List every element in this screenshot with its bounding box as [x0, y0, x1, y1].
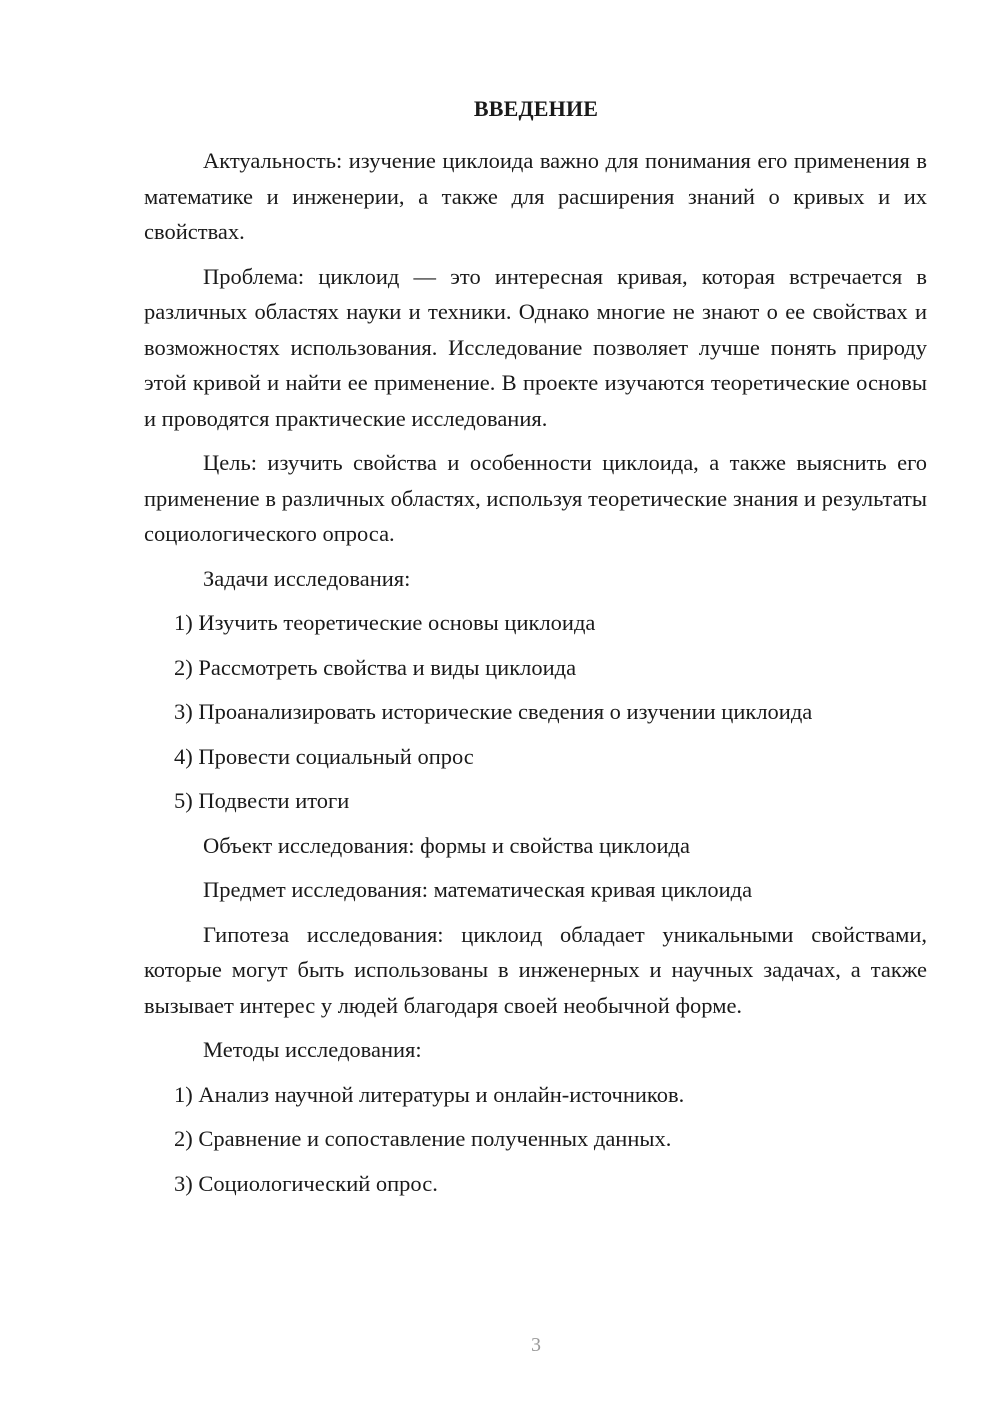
task-item: 1) Изучить теоретические основы циклоида	[174, 610, 596, 635]
task-item: 2) Рассмотреть свойства и виды циклоида	[174, 654, 577, 680]
page-title: ВВЕДЕНИЕ	[473, 96, 599, 121]
relevance-paragraph: Актуальность: изучение циклоида важно для понимания его применения в математике и инженерии, а также для расширения знаний о кривых и их свойствах.	[144, 148, 927, 244]
page-body	[144, 143, 927, 1210]
task-item: 4) Провести социальный опрос	[174, 743, 474, 769]
problem-paragraph: Проблема: циклоид — это интересная кривая, которая встречается в различных областях науки и техники. Однако многие не знают о ее свойствах и возможностях использования. Исследование позволяет лучше понять природу этой кривой и найти ее применение. В проекте изучаются теоретические основы и проводятся практические исследования.	[144, 263, 927, 431]
method-item: 3) Социологический опрос.	[174, 1170, 438, 1196]
research-subject: Предмет исследования: математическая кривая циклоида	[203, 877, 753, 902]
task-item: 3) Проанализировать исторические сведения о изучении циклоида	[174, 699, 813, 724]
method-item: 2) Сравнение и сопоставление полученных данных.	[174, 1126, 672, 1151]
hypothesis-paragraph: Гипотеза исследования: циклоид обладает уникальными свойствами, которые могут быть использованы в инженерных и научных задачах, а также вызывает интерес у людей благодаря своей необычной форме.	[144, 921, 927, 1018]
research-object: Объект исследования: формы и свойства циклоида	[203, 832, 690, 858]
tasks-heading: Задачи исследования:	[203, 565, 411, 591]
page-number: 3	[531, 1334, 541, 1356]
task-item: 5) Подвести итоги	[174, 788, 350, 813]
method-item: 1) Анализ научной литературы и онлайн-источников.	[174, 1081, 685, 1107]
goal-paragraph: Цель: изучить свойства и особенности циклоида, а также выяснить его применение в различных областях, используя теоретические знания и результаты социологического опроса.	[144, 450, 927, 546]
methods-heading: Методы исследования:	[203, 1037, 422, 1062]
